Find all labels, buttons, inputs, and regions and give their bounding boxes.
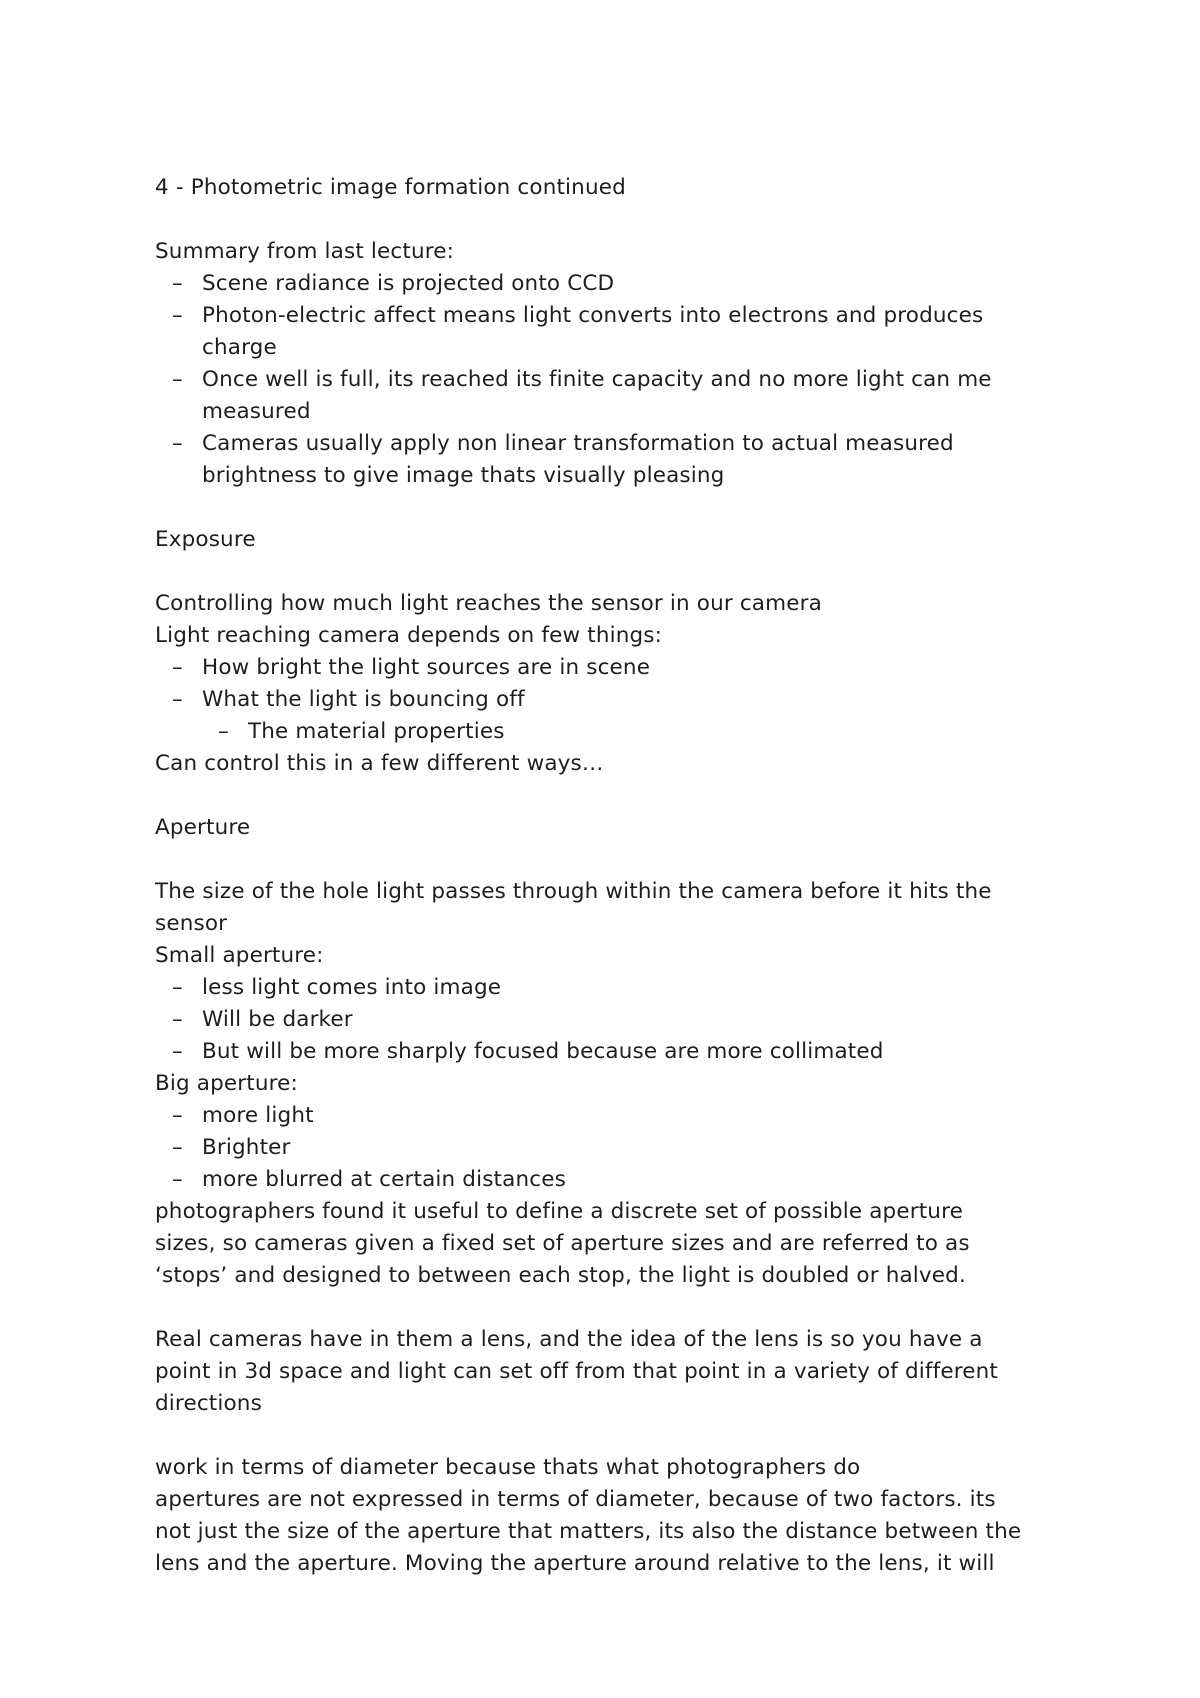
exposure-paragraph: Controlling how much light reaches the sensor in our camera	[155, 591, 822, 616]
spacer	[155, 204, 1075, 236]
exposure-subitem-text: The material properties	[248, 719, 505, 744]
aperture-definition: The size of the hole light passes through within the camera before it hits the	[155, 879, 992, 904]
stops-paragraph-line: photographers found it useful to define a discrete set of possible aperture	[155, 1199, 963, 1224]
big-aperture-item	[155, 1164, 1075, 1196]
summary-item-continuation	[155, 332, 1075, 364]
summary-item	[155, 364, 1075, 396]
bullet-dash: –	[172, 1007, 183, 1032]
bullet-dash: –	[172, 975, 183, 1000]
small-aperture-item-text: less light comes into image	[202, 975, 502, 1000]
big-aperture-heading: Big aperture:	[155, 1071, 298, 1096]
exposure-item	[155, 684, 1075, 716]
summary-item-continuation	[155, 460, 1075, 492]
bullet-dash: –	[172, 271, 183, 296]
page-title: 4 - Photometric image formation continued	[155, 175, 626, 200]
lens-paragraph-line: Real cameras have in them a lens, and the idea of the lens is so you have a	[155, 1327, 983, 1352]
bullet-dash: –	[172, 655, 183, 680]
lens-paragraph-line: point in 3d space and light can set off from that point in a variety of different	[155, 1359, 998, 1384]
spacer	[155, 492, 1075, 524]
summary-item-text: charge	[202, 335, 277, 360]
diameter-paragraph-line: lens and the aperture. Moving the aperture around relative to the lens, it will	[155, 1551, 995, 1576]
small-aperture-item	[155, 1036, 1075, 1068]
summary-item-text: measured	[202, 399, 311, 424]
summary-item	[155, 268, 1075, 300]
small-aperture-item-text: But will be more sharply focused because are more collimated	[202, 1039, 884, 1064]
small-aperture-item	[155, 972, 1075, 1004]
summary-item-text: Once well is full, its reached its finite capacity and no more light can me	[202, 367, 992, 392]
bullet-dash: –	[172, 431, 183, 456]
diameter-paragraph-line: not just the size of the aperture that matters, its also the distance between the	[155, 1519, 1022, 1544]
spacer	[155, 1292, 1075, 1324]
exposure-heading: Exposure	[155, 527, 256, 552]
summary-item-text: Photon-electric affect means light converts into electrons and produces	[202, 303, 984, 328]
stops-paragraph-line: sizes, so cameras given a fixed set of aperture sizes and are referred to as	[155, 1231, 970, 1256]
diameter-paragraph-line: apertures are not expressed in terms of diameter, because of two factors. its	[155, 1487, 996, 1512]
small-aperture-item-text: Will be darker	[202, 1007, 353, 1032]
big-aperture-item	[155, 1100, 1075, 1132]
summary-item	[155, 300, 1075, 332]
exposure-item	[155, 652, 1075, 684]
exposure-item-text: What the light is bouncing off	[202, 687, 525, 712]
exposure-item-text: How bright the light sources are in scene	[202, 655, 651, 680]
summary-heading: Summary from last lecture:	[155, 239, 455, 264]
bullet-dash: –	[218, 719, 229, 744]
spacer	[155, 844, 1075, 876]
big-aperture-item-text: more light	[202, 1103, 314, 1128]
bullet-dash: –	[172, 1103, 183, 1128]
spacer	[155, 1420, 1075, 1452]
exposure-paragraph: Can control this in a few different ways…	[155, 751, 604, 776]
bullet-dash: –	[172, 687, 183, 712]
exposure-paragraph: Light reaching camera depends on few things:	[155, 623, 663, 648]
aperture-definition: sensor	[155, 911, 228, 936]
small-aperture-item	[155, 1004, 1075, 1036]
big-aperture-item	[155, 1132, 1075, 1164]
bullet-dash: –	[172, 367, 183, 392]
summary-item-text: brightness to give image thats visually pleasing	[202, 463, 725, 488]
summary-item	[155, 428, 1075, 460]
summary-item-text: Cameras usually apply non linear transformation to actual measured	[202, 431, 954, 456]
document-page	[155, 172, 1075, 1580]
spacer	[155, 556, 1075, 588]
exposure-subitem	[155, 716, 1075, 748]
bullet-dash: –	[172, 303, 183, 328]
big-aperture-item-text: more blurred at certain distances	[202, 1167, 566, 1192]
small-aperture-heading: Small aperture:	[155, 943, 324, 968]
spacer	[155, 780, 1075, 812]
bullet-dash: –	[172, 1135, 183, 1160]
lens-paragraph-line: directions	[155, 1391, 262, 1416]
bullet-dash: –	[172, 1039, 183, 1064]
summary-item-continuation	[155, 396, 1075, 428]
bullet-dash: –	[172, 1167, 183, 1192]
summary-item-text: Scene radiance is projected onto CCD	[202, 271, 615, 296]
big-aperture-item-text: Brighter	[202, 1135, 291, 1160]
aperture-heading: Aperture	[155, 815, 251, 840]
diameter-paragraph-line: work in terms of diameter because thats what photographers do	[155, 1455, 861, 1480]
stops-paragraph-line: ‘stops’ and designed to between each stop, the light is doubled or halved.	[155, 1263, 966, 1288]
